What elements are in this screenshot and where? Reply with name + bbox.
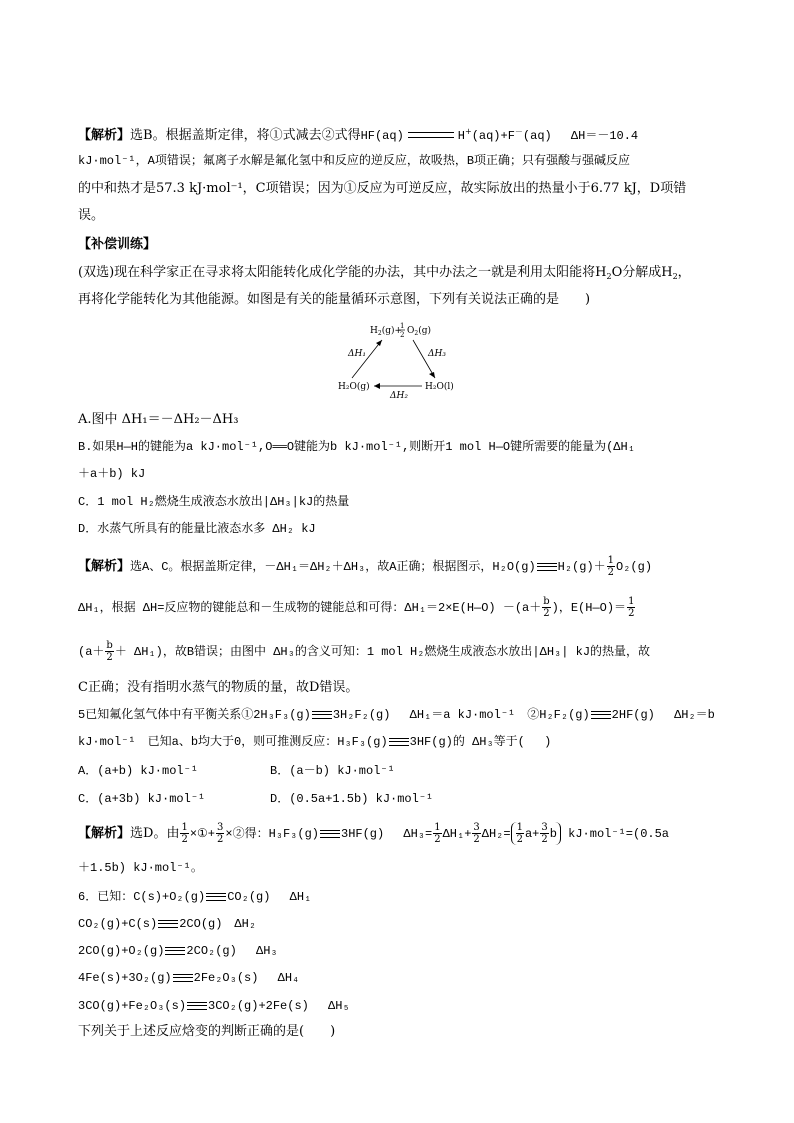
q6-line-4: 4Fe(s)+3O₂(g) 2Fe₂O₃(s) ΔH₄ bbox=[78, 971, 300, 985]
analysis-tag: 【解析】 bbox=[78, 128, 131, 143]
analysis-2-line-1: 【解析】选A、C。根据盖斯定律，－ΔH₁＝ΔH₂＋ΔH₃，故A正确；根据图示，H₂O(g) H₂(g)＋ $\frac{1}{2}$ O₂(g) bbox=[78, 555, 653, 578]
q5-option-c: C．(a+3b) kJ·mol⁻¹ bbox=[78, 792, 206, 806]
analysis-2-line-2: ΔH₁，根据 ΔH=反应物的键能总和－生成物的键能总和可得：ΔH₁＝2×E(H—O) －(a＋ $\frac{b}{2}$ )，E(H—O)＝ $\frac{1}{2}$ bbox=[78, 596, 635, 619]
question-line-1: (双选)现在科学家正在寻求将太阳能转化成化学能的办法，其中办法之一就是利用太阳能将$H_2O$分解成$H_2$， bbox=[78, 265, 691, 281]
analysis-1-line-1: 【解析】选B。根据盖斯定律，将①式减去②式得HF(aq) H+(aq)+F－(aq) ΔH＝－10.4 bbox=[78, 127, 639, 143]
diagram-frac-num: 1 bbox=[400, 322, 405, 330]
q5-option-a: A．(a+b) kJ·mol⁻¹ bbox=[78, 764, 199, 778]
q6-line-2: CO₂(g)+C(s) 2CO(g) ΔH₂ bbox=[78, 917, 257, 931]
dh2-label: ΔH₂ bbox=[390, 391, 408, 400]
diagram-frac-den: 2 bbox=[400, 331, 405, 339]
option-a: A.图中 ΔH₁＝－ΔH₂－ΔH₃ bbox=[78, 412, 239, 427]
q5-line-1: 5已知氟化氢气体中有平衡关系①2H₃F₃(g) 3H₂F₂(g) ΔH₁＝a kJ·mol⁻¹ ②H₂F₂(g) 2HF(g) ΔH₂＝b bbox=[78, 708, 715, 722]
equals-sign bbox=[537, 563, 557, 571]
q5-line-2: kJ·mol⁻¹ 已知a、b均大于0，则可推测反应：H₃F₃(g) 3HF(g)的 ΔH₃等于( ) bbox=[78, 735, 552, 749]
diagram-top-o2: $O_2(g)$ bbox=[407, 326, 432, 337]
option-b-line-2: ＋a＋b) kJ bbox=[78, 467, 146, 481]
reversible-arrow bbox=[408, 132, 454, 140]
fraction: $\frac{1}{2}$ bbox=[607, 555, 615, 578]
option-c: C．1 mol H₂燃烧生成液态水放出|ΔH₃|kJ的热量 bbox=[78, 495, 350, 509]
analysis-1-line-2: kJ·mol⁻¹，A项错误；氟离子水解是氟化氢中和反应的逆反应，故吸热，B项正确；只有强酸与强碱反应 bbox=[78, 154, 631, 168]
q5-option-b: B．(a－b) kJ·mol⁻¹ bbox=[270, 764, 395, 778]
analysis-2-line-3: (a＋ $\frac{b}{2}$ ＋ ΔH₁)，故B错误；由图中 ΔH₃的含义可知：1 mol H₂燃烧生成液态水放出|ΔH₃| kJ的热量，故 bbox=[78, 640, 651, 663]
energy-cycle-diagram bbox=[330, 318, 465, 400]
analysis-3-line-1: 【解析】选D。由 $\frac{1}{2}$ ×①+ $\frac{3}{2}$ ×②得：H₃F₃(g) 3HF(g) ΔH₃= $\frac{1}{2}$ ΔH₁+ $\frac{3}{2}$ ΔH₂= $\frac{1}{2}$ a+ $\frac{3}{2}$ b kJ·mol⁻¹=(0.5a bbox=[78, 822, 669, 845]
q6-line-5: 3CO(g)+Fe₂O₃(s) 3CO₂(g)+2Fe(s) ΔH₅ bbox=[78, 999, 350, 1013]
diagram-top-species: $H_2(g)+$ bbox=[370, 326, 403, 337]
q6-question: 下列关于上述反应焓变的判断正确的是( ) bbox=[78, 1024, 336, 1039]
section-title: 【补偿训练】 bbox=[78, 237, 157, 252]
analysis-1-line-4: 误。 bbox=[78, 208, 105, 223]
option-b-line-1: B.如果H—H的键能为a kJ·mol⁻¹,O══O键能为b kJ·mol⁻¹,则断开1 mol H—O键所需要的能量为(ΔH₁ bbox=[78, 440, 635, 454]
dh3-label: ΔH₃ bbox=[428, 349, 446, 359]
option-d: D．水蒸气所具有的能量比液态水多 ΔH₂ kJ bbox=[78, 522, 316, 536]
analysis-2-line-4: C正确；没有指明水蒸气的物质的量，故D错误。 bbox=[78, 680, 359, 695]
analysis-3-line-2: ＋1.5b) kJ·mol⁻¹。 bbox=[78, 861, 203, 875]
diagram-right-species: H₂O(l) bbox=[425, 382, 454, 392]
q5-option-d: D．(0.5a+1.5b) kJ·mol⁻¹ bbox=[270, 792, 434, 806]
dh1-label: ΔH₁ bbox=[348, 349, 366, 359]
analysis-1-line-3: 的中和热才是57.3 kJ·mol⁻¹，C项错误；因为①反应为可逆反应，故实际放出的热量小于6.77 kJ，D项错 bbox=[78, 181, 687, 196]
diagram-left-species: H₂O(g) bbox=[338, 382, 370, 392]
q6-line-3: 2CO(g)+O₂(g) 2CO₂(g) ΔH₃ bbox=[78, 944, 278, 958]
question-line-2: 再将化学能转化为其他能源。如图是有关的能量循环示意图，下列有关说法正确的是 ) bbox=[78, 292, 591, 307]
q6-line-1: 6．已知：C(s)+O₂(g) CO₂(g) ΔH₁ bbox=[78, 890, 312, 904]
